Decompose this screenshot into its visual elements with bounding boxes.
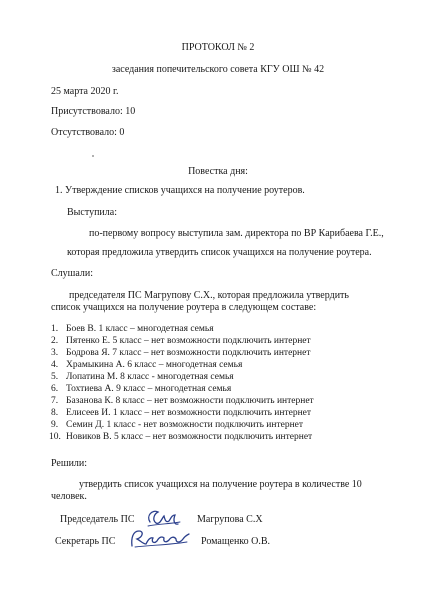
- heard-label: Слушали:: [51, 268, 94, 279]
- chair-name: Магрупова С.Х: [197, 514, 263, 525]
- student-list-item: 10. Новиков В. 5 класс – нет возможности подключить интернет: [49, 432, 313, 442]
- agenda-heading: Повестка дня:: [188, 166, 248, 177]
- secretary-name: Ромащенко О.В.: [201, 536, 271, 547]
- absent-count: Отсутствовало: 0: [51, 127, 125, 138]
- chair-label: Председатель ПС: [60, 514, 135, 525]
- decided-line-2: человек.: [51, 491, 87, 502]
- student-list-item: 5. Лопатина М. 8 класс - многодетная семья: [51, 372, 234, 382]
- student-list-item: 4. Храмыкина А. 6 класс – многодетная семья: [51, 360, 243, 370]
- speaker-label: Выступила:: [67, 207, 117, 218]
- speaker-line-1: по-первому вопросу выступила зам. директора по ВР Карибаева Г.Е.,: [89, 228, 384, 239]
- decided-line-1: утвердить список учащихся на получение роутера в количестве 10: [79, 479, 362, 490]
- student-list-item: 6. Тохтиева А. 9 класс – многодетная семья: [51, 384, 232, 394]
- heard-line-2: список учащихся на получение роутера в следующем составе:: [51, 302, 317, 313]
- agenda-item-1: 1. Утверждение списков учащихся на получение роутеров.: [55, 185, 305, 196]
- present-count: Присутствовало: 10: [51, 106, 136, 117]
- secretary-label: Секретарь ПС: [55, 536, 116, 547]
- secretary-signature-icon: [127, 526, 193, 552]
- student-list-item: 8. Елисеев И. 1 класс – нет возможности подключить интернет: [51, 408, 312, 418]
- document-title: ПРОТОКОЛ № 2: [181, 42, 255, 53]
- student-list-item: 2. Пятенко Е. 5 класс – нет возможности подключить интернет: [51, 336, 311, 346]
- student-list-item: 3. Бодрова Я. 7 класс – нет возможности подключить интернет: [51, 348, 311, 358]
- meeting-date: 25 марта 2020 г.: [51, 86, 119, 97]
- document-subtitle: заседания попечительского совета КГУ ОШ № 42: [111, 64, 325, 75]
- decided-label: Решили:: [51, 458, 88, 469]
- heard-line-1: председателя ПС Магрупову С.Х., которая предложила утвердить: [69, 290, 349, 301]
- student-list-item: 9. Семин Д. 1 класс - нет возможности подключить интернет: [51, 420, 304, 430]
- scan-speck: [92, 155, 94, 157]
- student-list-item: 7. Базанова К. 8 класс – нет возможности подключить интернет: [51, 396, 314, 406]
- student-list-item: 1. Боев В. 1 класс – многодетная семья: [51, 324, 214, 334]
- speaker-line-2: которая предложила утвердить список учащихся на получение роутера.: [67, 247, 372, 258]
